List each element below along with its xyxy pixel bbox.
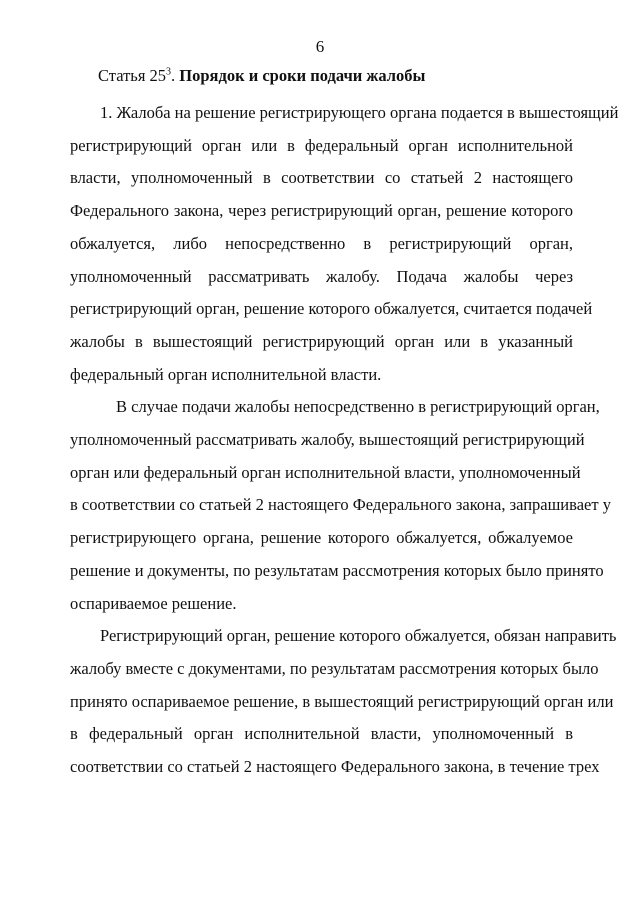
page-number: 6 [315,37,325,56]
paragraph-line: оспариваемое решение. [70,593,237,613]
paragraph-line: регистрирующий орган, решение которого обжалуется, считается подачей [70,299,593,319]
article-title [98,66,425,86]
paragraph-line: в федеральный орган исполнительной власти, уполномоченный в [70,724,573,744]
paragraph-line: власти, уполномоченный в соответствии со статьей 2 настоящего [70,168,573,188]
paragraph-line: Регистрирующий орган, решение которого обжалуется, обязан направить [100,626,617,646]
paragraph-line: регистрирующего органа, решение которого обжалуется, обжалуемое [70,528,573,548]
paragraph-line: решение и документы, по результатам рассмотрения которых было принято [70,560,604,580]
paragraph-line: орган или федеральный орган исполнительной власти, уполномоченный [70,462,581,482]
paragraph-line: 1. Жалоба на решение регистрирующего органа подается в вышестоящий [100,103,619,122]
article-heading: Порядок и сроки подачи жалобы [179,66,426,85]
article-superscript: 3 [166,66,172,78]
paragraph-line: жалобы в вышестоящий регистрирующий орган или в указанный [70,331,573,351]
paragraph-line: обжалуется, либо непосредственно в регистрирующий орган, [70,233,573,253]
article-number-suffix: . [171,66,176,85]
paragraph-line: в соответствии со статьей 2 настоящего Федерального закона, запрашивает у [70,495,611,515]
paragraph-line: регистрирующий орган или в федеральный орган исполнительной [70,135,573,155]
paragraph-line: жалобу вместе с документами, по результатам рассмотрения которых было [70,658,599,678]
paragraph-line: принято оспариваемое решение, в вышестоящий регистрирующий орган или [70,691,614,711]
article-number: Статья 25 [98,66,167,85]
paragraph-3 [70,620,617,784]
paragraph-line: Федерального закона, через регистрирующий орган, решение которого [70,201,573,221]
paragraph-line: федеральный орган исполнительной власти. [70,364,382,384]
document-body [70,97,619,784]
paragraph-line: уполномоченный рассматривать жалобу, вышестоящий регистрирующий [70,430,585,450]
paragraph-line: уполномоченный рассматривать жалобу. Подача жалобы через [70,266,573,286]
paragraph-2 [70,391,611,620]
paragraph-line: В случае подачи жалобы непосредственно в регистрирующий орган, [116,397,600,417]
paragraph-1 [70,97,619,391]
paragraph-line: соответствии со статьей 2 настоящего Федерального закона, в течение трех [70,757,600,777]
